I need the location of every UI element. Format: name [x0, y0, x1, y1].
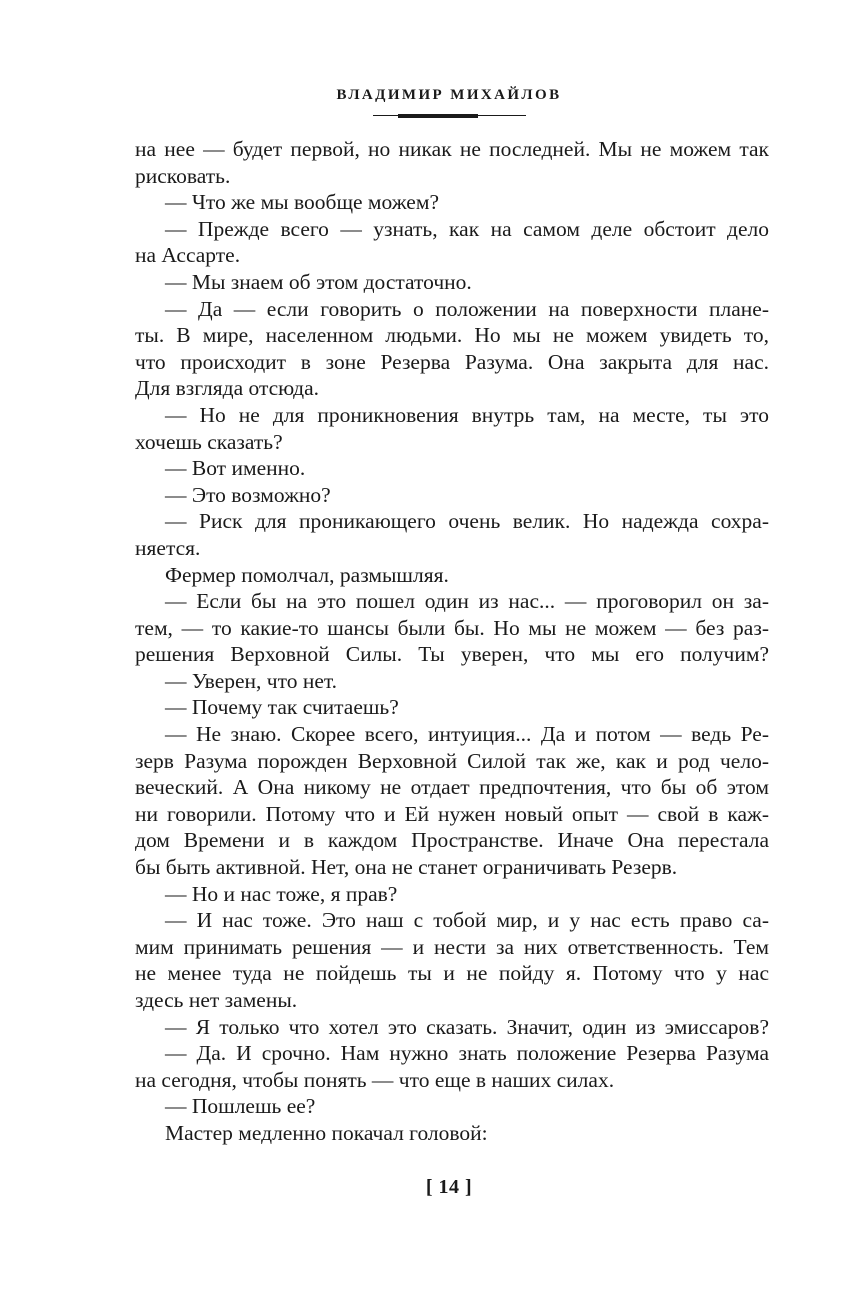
text-line: — Да — если говорить о положении на поверхности плане- — [165, 296, 769, 321]
text-line: веческий. А Она никому не отдает предпочтения, что бы об этом — [135, 775, 769, 800]
text-line: — Вот именно. — [165, 456, 306, 481]
text-line: ты. В мире, населенном людьми. Но мы не можем увидеть то, — [135, 323, 769, 348]
text-line: — Да. И срочно. Нам нужно знать положение Резерва Разума — [165, 1041, 769, 1066]
text-line: ни говорили. Потому что и Ей нужен новый опыт — свой в каж- — [135, 801, 769, 826]
text-line: мим принимать решения — и нести за них ответственность. Тем — [135, 934, 769, 959]
text-line: бы быть активной. Нет, она не станет ограничивать Резерв. — [135, 855, 678, 880]
text-line: Фермер помолчал, размышляя. — [165, 562, 449, 587]
running-head-author: ВЛАДИМИР МИХАЙЛОВ — [336, 87, 562, 103]
text-line: решения Верховной Силы. Ты уверен, что мы его получим? — [135, 642, 769, 667]
text-line: — Но не для проникновения внутрь там, на месте, ты это — [165, 402, 769, 427]
text-line: что происходит в зоне Резерва Разума. Она закрыта для нас. — [135, 349, 769, 374]
text-line: на нее — будет первой, но никак не последней. Мы не можем так — [135, 137, 769, 161]
text-line: дом Времени и в каждом Пространстве. Иначе Она перестала — [135, 828, 769, 853]
text-line: — Почему так считаешь? — [165, 695, 399, 720]
text-line: — Но и нас тоже, я прав? — [165, 881, 398, 906]
text-line: на Ассарте. — [135, 243, 241, 268]
text-line: — И нас тоже. Это наш с тобой мир, и у нас есть право са- — [165, 908, 769, 933]
text-line: рисковать. — [135, 163, 231, 188]
page-number: [ 14 ] — [425, 1176, 473, 1198]
header-rule-accent — [398, 114, 478, 118]
text-line: — Риск для проникающего очень велик. Но надежда сохра- — [165, 509, 769, 534]
text-line: — Мы знаем об этом достаточно. — [165, 269, 472, 294]
text-line: зерв Разума порожден Верховной Силой так же, как и род чело- — [135, 748, 769, 773]
text-line: — Пошлешь ее? — [165, 1094, 316, 1119]
body-text — [135, 136, 769, 1147]
text-line: — Не знаю. Скорее всего, интуиция... Да и потом — ведь Ре- — [165, 722, 769, 747]
text-line: не менее туда не пойдешь ты и не пойду я. Потому что у нас — [135, 961, 769, 986]
text-line: — Это возможно? — [165, 482, 331, 507]
text-line: — Если бы на это пошел один из нас... — проговорил он за- — [165, 589, 769, 614]
text-line: — Прежде всего — узнать, как на самом деле обстоит дело — [165, 216, 769, 241]
text-line: — Уверен, что нет. — [165, 668, 338, 693]
text-line: Мастер медленно покачал головой: — [165, 1120, 488, 1145]
text-line: хочешь сказать? — [135, 429, 283, 454]
text-line: — Что же мы вообще можем? — [165, 190, 439, 215]
text-line: — Я только что хотел это сказать. Значит, один из эмиссаров? — [165, 1014, 769, 1039]
text-line: няется. — [135, 535, 201, 560]
text-line: здесь нет замены. — [135, 988, 298, 1012]
text-line: тем, — то какие-то шансы были бы. Но мы не можем — без раз- — [135, 615, 769, 640]
text-line: Для взгляда отсюда. — [135, 376, 319, 401]
text-line: на сегодня, чтобы понять — что еще в наших силах. — [135, 1067, 615, 1092]
